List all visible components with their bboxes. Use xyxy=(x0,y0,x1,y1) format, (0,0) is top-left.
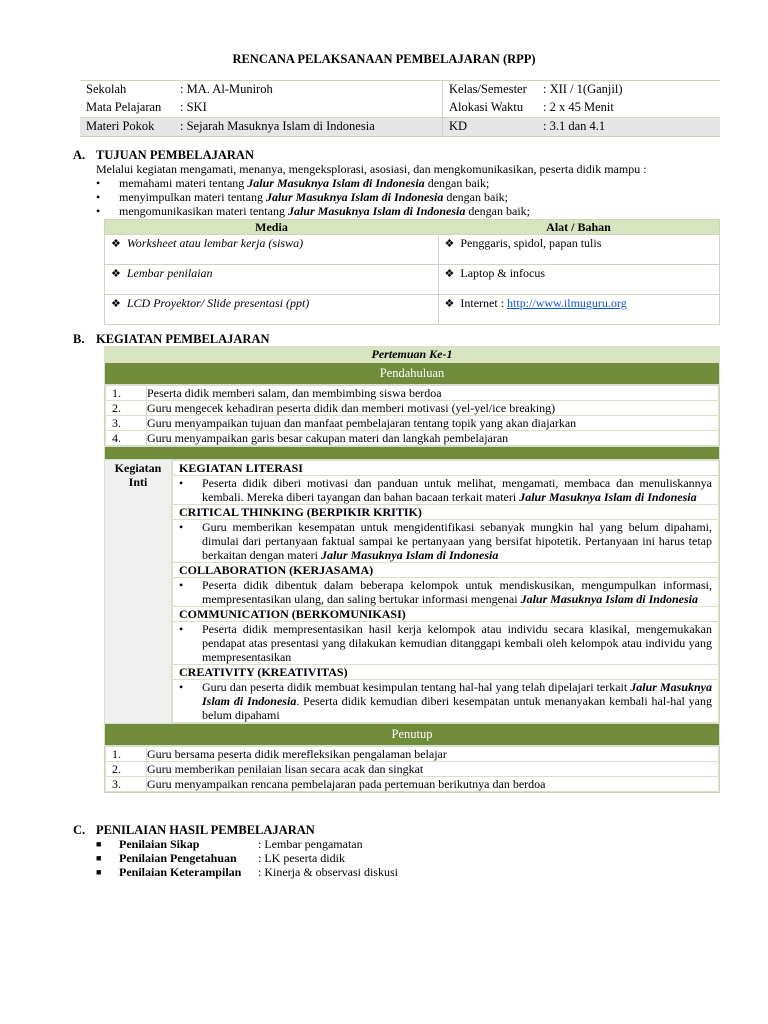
item-text: Guru memberikan penilaian lisan secara acak dan singkat xyxy=(147,762,719,777)
mapel-value: : SKI xyxy=(180,100,207,114)
square-bullet-icon: ■ xyxy=(96,867,102,877)
section-a-title: TUJUAN PEMBELAJARAN xyxy=(96,148,254,162)
alokasi-value: : 2 x 45 Menit xyxy=(543,100,614,114)
section-a-letter: A. xyxy=(73,148,86,162)
item-number: 3. xyxy=(106,777,147,792)
bullet-dot-icon: • xyxy=(179,578,184,592)
item-number: 2. xyxy=(106,401,147,416)
goal-emphasis: Jalur Masuknya Islam di Indonesia xyxy=(247,176,425,190)
bullet-dot-icon: • xyxy=(179,520,184,534)
media-table xyxy=(104,219,720,325)
item-number: 2. xyxy=(106,762,147,777)
section-c-heading xyxy=(73,823,473,837)
item-number: 4. xyxy=(106,431,147,446)
section-b-heading xyxy=(73,332,373,346)
penilaian-value: : Lembar pengamatan xyxy=(258,837,363,851)
bullet-dot-icon: • xyxy=(96,204,101,218)
list-item xyxy=(106,401,719,416)
identity-table xyxy=(80,80,720,137)
penilaian-label: Penilaian Sikap xyxy=(119,837,200,851)
bullet-dot-icon: • xyxy=(179,680,184,694)
alat-item: Internet : xyxy=(460,296,508,310)
media-cell xyxy=(105,265,439,295)
alat-cell xyxy=(438,265,720,295)
goal-suffix: dengan baik; xyxy=(443,190,509,204)
diamond-bullet-icon: ❖ xyxy=(444,268,455,280)
list-item xyxy=(106,777,719,792)
list-item xyxy=(106,747,719,762)
item-number: 3. xyxy=(106,416,147,431)
media-item: LCD Proyektor/ Slide presentasi (ppt) xyxy=(126,296,310,310)
materi-label: Materi Pokok xyxy=(80,118,174,137)
inti-heading: KEGIATAN LITERASI xyxy=(173,461,719,476)
goal-text: menyimpulkan materi tentang xyxy=(119,190,266,204)
penilaian-value: : LK peserta didik xyxy=(258,851,345,865)
inti-heading: COLLABORATION (KERJASAMA) xyxy=(173,563,719,578)
kegiatan-table xyxy=(104,346,720,793)
inti-heading: CREATIVITY (KREATIVITAS) xyxy=(173,665,719,680)
list-item xyxy=(106,416,719,431)
inti-text: • Peserta didik diberi motivasi dan panduan untuk melihat, mengamati, membaca dan menuliskannya kembali. Mereka diberi tayangan dan bahan bacaan terkait materi Jalur Masuknya Islam di Indonesia xyxy=(173,476,719,505)
square-bullet-icon: ■ xyxy=(96,853,102,863)
inti-text: • Peserta didik dibentuk dalam beberapa kelompok untuk mendiskusikan, mengumpulkan informasi, mempresentasikan ulang, dan saling bertukar informasi mengenai Jalur Masuknya Islam di Indonesia xyxy=(173,578,719,607)
internet-link[interactable]: http://www.ilmuguru.org xyxy=(507,296,627,310)
kd-label: KD xyxy=(443,118,538,137)
goal-text: mengomunikasikan materi tentang xyxy=(119,204,288,218)
penutup-header: Penutup xyxy=(105,724,720,746)
kegiatan-inti-label: Kegiatan Inti xyxy=(105,460,172,724)
inti-heading: COMMUNICATION (BERKOMUNIKASI) xyxy=(173,607,719,622)
goal-emphasis: Jalur Masuknya Islam di Indonesia xyxy=(265,190,444,204)
item-text: Guru bersama peserta didik merefleksikan pengalaman belajar xyxy=(147,747,719,762)
diamond-bullet-icon: ❖ xyxy=(444,238,455,250)
divider-bar xyxy=(105,447,720,460)
bullet-dot-icon: • xyxy=(179,622,184,636)
sekolah-value: : MA. Al-Muniroh xyxy=(174,81,443,100)
alat-item: Laptop & infocus xyxy=(460,266,546,280)
kelas-label: Kelas/Semester xyxy=(443,81,538,100)
tujuan-intro: Melalui kegiatan mengamati, menanya, mengeksplorasi, asosiasi, dan mengkomunikasikan, peserta didik mampu : xyxy=(96,162,647,176)
alat-cell xyxy=(438,235,720,265)
media-item: Worksheet atau lembar kerja (siswa) xyxy=(126,236,304,250)
alat-header: Alat / Bahan xyxy=(438,220,720,235)
item-text: Guru menyampaikan garis besar cakupan materi dan langkah pembelajaran xyxy=(147,431,719,446)
sekolah-label: Sekolah xyxy=(80,81,174,100)
item-number: 1. xyxy=(106,386,147,401)
goal-text: memahami materi tentang xyxy=(119,176,248,190)
media-item: Lembar penilaian xyxy=(126,266,213,280)
alat-cell xyxy=(438,295,720,325)
bullet-dot-icon: • xyxy=(96,176,101,190)
section-c-letter: C. xyxy=(73,823,86,837)
list-item xyxy=(106,431,719,446)
item-text: Peserta didik memberi salam, dan membimbing siswa berdoa xyxy=(147,386,719,401)
goal-emphasis: Jalur Masuknya Islam di Indonesia xyxy=(287,204,466,218)
media-cell xyxy=(105,295,439,325)
page-title: RENCANA PELAKSANAAN PEMBELAJARAN (RPP) xyxy=(232,52,536,66)
item-number: 1. xyxy=(106,747,147,762)
section-c-title: PENILAIAN HASIL PEMBELAJARAN xyxy=(96,823,315,837)
item-text: Guru mengecek kehadiran peserta didik dan memberi motivasi (yel-yel/ice breaking) xyxy=(147,401,719,416)
square-bullet-icon: ■ xyxy=(96,839,102,849)
section-b-title: KEGIATAN PEMBELAJARAN xyxy=(96,332,270,346)
goal-suffix: dengan baik; xyxy=(424,176,490,190)
penutup-list xyxy=(105,746,719,792)
inti-text: • Peserta didik mempresentasikan hasil kerja kelompok atau individu secara klasikal, mengemukakan pendapat atas presentasi yang dilakukan kemudian ditanggapi kembali oleh kelompok atau individu yang mempresentasikan xyxy=(173,622,719,665)
inti-text: • Guru dan peserta didik membuat kesimpulan tentang hal-hal yang telah dipelajari terkait Jalur Masuknya Islam di Indonesia. Peserta didik kemudian diberi kesempatan untuk menanyakan kembali hal-hal yang belum dipahami xyxy=(173,680,719,723)
inti-list xyxy=(172,460,719,723)
item-text: Guru menyampaikan rencana pembelajaran pada pertemuan berikutnya dan berdoa xyxy=(147,777,719,792)
diamond-bullet-icon: ❖ xyxy=(111,238,121,250)
penilaian-label: Penilaian Pengetahuan xyxy=(119,851,237,865)
kelas-value: : XII / 1(Ganjil) xyxy=(537,81,720,100)
inti-text: • Guru memberikan kesempatan untuk mengidentifikasi sebanyak mungkin hal yang belum dipahami, dimulai dari pertanyaan faktual sampai ke pertanyaan yang bersifat hipotetik. Pertanyaan ini harus tetap berkaitan dengan materi Jalur Masuknya Islam di Indonesia xyxy=(173,520,719,563)
goal-suffix: dengan baik; xyxy=(465,204,531,218)
kd-value: : 3.1 dan 4.1 xyxy=(537,118,720,137)
media-cell xyxy=(105,235,439,265)
pendahuluan-header: Pendahuluan xyxy=(105,363,720,385)
section-b-letter: B. xyxy=(73,332,85,346)
alat-item: Penggaris, spidol, papan tulis xyxy=(460,236,602,250)
list-item xyxy=(106,762,719,777)
section-a-heading xyxy=(73,148,373,162)
item-text: Guru menyampaikan tujuan dan manfaat pembelajaran tentang topik yang akan diajarkan xyxy=(147,416,719,431)
pertemuan-label: Pertemuan Ke-1 xyxy=(105,347,720,363)
media-header: Media xyxy=(105,220,439,235)
penilaian-value: : Kinerja & observasi diskusi xyxy=(258,865,398,879)
materi-value: : Sejarah Masuknya Islam di Indonesia xyxy=(174,118,443,137)
inti-heading: CRITICAL THINKING (BERPIKIR KRITIK) xyxy=(173,505,719,520)
bullet-dot-icon: • xyxy=(179,476,184,490)
diamond-bullet-icon: ❖ xyxy=(111,268,121,280)
diamond-bullet-icon: ❖ xyxy=(444,298,455,310)
penilaian-label: Penilaian Keterampilan xyxy=(119,865,242,879)
pendahuluan-list xyxy=(105,385,719,446)
mapel-label: Mata Pelajaran xyxy=(86,100,162,114)
list-item xyxy=(106,386,719,401)
diamond-bullet-icon: ❖ xyxy=(111,298,121,310)
alokasi-label: Alokasi Waktu xyxy=(443,99,538,118)
bullet-dot-icon: • xyxy=(96,190,101,204)
